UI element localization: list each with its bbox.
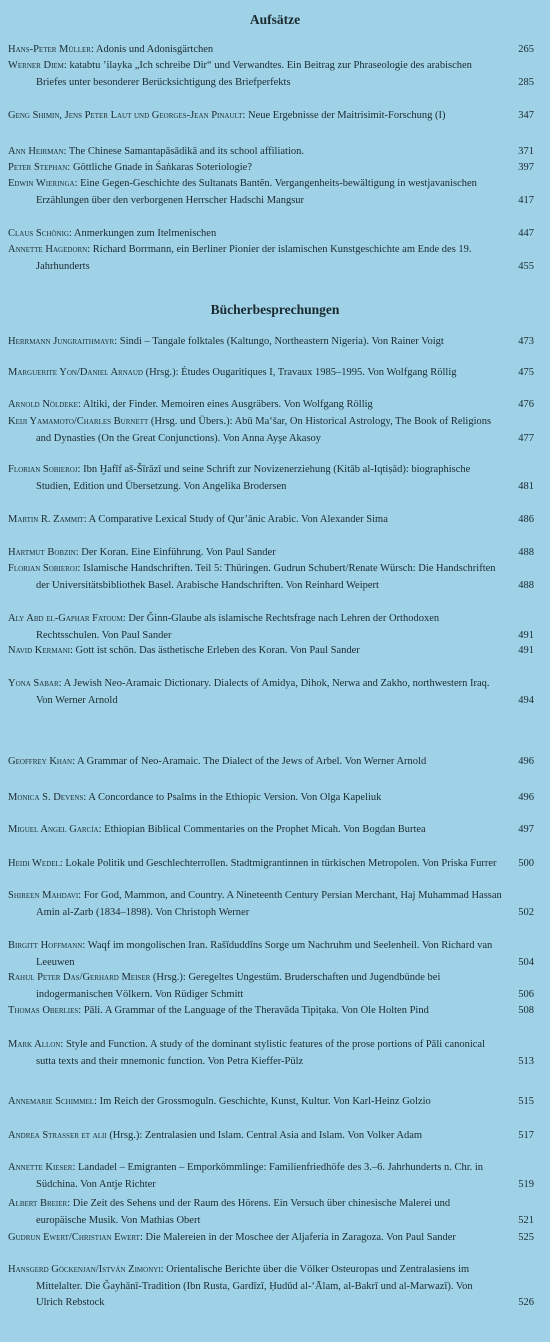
toc-entry-author: Hansgerd Göckenjan/István Zimonyi	[8, 1264, 161, 1275]
toc-entry-title: : Göttliche Gnade in Śaṅkaras Soteriologie?	[67, 162, 252, 173]
toc-entry-page-number: 486	[518, 514, 534, 525]
toc-entry-title: : Ibn Ḫafīf aš-Šīrāzī und seine Schrift zur Novizenerziehung (Kitāb al-Iqtiṣād): biographische Studien, Edition und Übersetzung. Von Angelika Brodersen	[36, 464, 471, 492]
toc-entry-page-number: 513	[518, 1055, 534, 1067]
toc-entry	[8, 242, 542, 275]
toc-entry-text	[8, 226, 542, 243]
toc-entry-text	[8, 58, 542, 91]
toc-entry-author: Rahul Peter Das/Gerhard Meiser	[8, 972, 151, 983]
toc-entry-title: : Islamische Handschriften. Teil 5: Thüringen. Gudrun Schubert/Renate Würsch: Die Handschriften der Universitätsbibliothek Basel. Arabische Handschriften. Von Reinhard Weipert	[36, 563, 496, 591]
toc-entry	[8, 1128, 542, 1145]
toc-entry-author: Geng Shimin, Jens Peter Laut und Georges-Jean Pinault	[8, 110, 243, 121]
toc-entry-page-number: 488	[518, 579, 534, 591]
toc-entry-title: : A Jewish Neo-Aramaic Dictionary. Dialects of Amidya, Dihok, Nerwa and Zakho, northwestern Iraq. Von Werner Arnold	[36, 678, 490, 706]
toc-entry-text	[8, 397, 542, 414]
toc-entry-page-number: 526	[518, 1297, 534, 1308]
toc-entry-page-number: 488	[518, 547, 534, 558]
toc-entry-page-number: 473	[518, 336, 534, 347]
toc-entry-text	[8, 334, 542, 351]
toc-entry-author: Marguerite Yon/Daniel Arnaud	[8, 367, 143, 378]
section-heading-buecherbesprechungen: Bücherbesprechungen	[210, 302, 340, 317]
toc-entry-title: : The Chinese Samantapāsādikā and its school affiliation.	[63, 146, 304, 157]
toc-entry-text	[8, 561, 542, 594]
toc-entry-text	[8, 365, 542, 382]
toc-entry-text	[8, 1196, 542, 1229]
toc-entry-page-number: 491	[518, 645, 534, 656]
toc-entry-text	[8, 676, 542, 709]
toc-entry	[8, 611, 542, 644]
toc-entry-title: : Sindi – Tangale folktales (Kaltungo, Northeastern Nigeria). Von Rainer Voigt	[114, 336, 444, 347]
toc-entry-title: : Style and Function. A study of the dominant stylistic features of the prose portions of Pāli canonical sutta texts and their mnemonic function. Von Petra Kieffer-Pülz	[36, 1039, 486, 1067]
toc-entry-author: Claus Schönig	[8, 228, 69, 239]
toc-entry-text	[8, 754, 542, 771]
toc-entry-text	[8, 1037, 542, 1070]
toc-entry-title: : Anmerkungen zum Itelmenischen	[68, 228, 217, 239]
toc-entry	[8, 108, 542, 125]
toc-entry	[8, 397, 542, 414]
toc-entry-author: Annette Kieser	[8, 1162, 73, 1173]
toc-entry-author: Miguel Angel García	[8, 824, 99, 835]
toc-entry-author: Hartmut Bobzin	[8, 547, 76, 558]
toc-entry	[8, 545, 542, 562]
toc-entry	[8, 512, 542, 529]
toc-entry-author: Geoffrey Khan	[8, 756, 73, 767]
toc-entry	[8, 176, 542, 209]
toc-entry-page-number: 265	[518, 44, 534, 55]
toc-entry-author: Peter Stephan	[8, 162, 68, 173]
toc-entry-title: : Pāli. A Grammar of the Language of the Theravāda Tipiṭaka. Von Ole Holten Pind	[78, 1005, 429, 1016]
toc-entry-text	[8, 970, 542, 1003]
toc-entry-author: Arnold Nöldeke	[8, 399, 78, 410]
toc-entry-author: Albert Breier	[8, 1198, 68, 1209]
toc-entry-page-number: 508	[518, 1005, 534, 1016]
toc-entry-page-number: 285	[518, 76, 534, 88]
toc-entry	[8, 643, 542, 660]
toc-entry-page-number: 506	[518, 988, 534, 1000]
toc-entry-author: Mark Allon	[8, 1039, 61, 1050]
toc-entry-page-number: 447	[518, 228, 534, 239]
toc-entry-page-number: 347	[518, 110, 534, 121]
toc-entry-title: : Gott ist schön. Das ästhetische Erleben des Koran. Von Paul Sander	[70, 645, 360, 656]
toc-entry-text	[8, 611, 542, 644]
toc-entry-author: Thomas Oberlies	[8, 1005, 79, 1016]
toc-entry-author: Hans-Peter Müller	[8, 44, 91, 55]
toc-entry-page-number: 371	[518, 146, 534, 157]
toc-entry	[8, 462, 542, 495]
toc-entry	[8, 1230, 542, 1247]
toc-entry-title: (Hrsg.): Zentralasien und Islam. Central Asia and Islam. Von Volker Adam	[106, 1130, 423, 1141]
toc-entry-author: Shireen Mahdavi	[8, 890, 79, 901]
toc-entry	[8, 1160, 542, 1193]
toc-entry-author: Monica S. Devens	[8, 792, 84, 803]
toc-entry-title: (Hrsg. und Übers.): Abū Ma‘šar, On Historical Astrology, The Book of Religions and Dynasties (On the Great Conjunctions). Von Anna Ayşe Akasoy	[36, 416, 492, 444]
toc-entry-page-number: 515	[518, 1096, 534, 1107]
toc-entry	[8, 888, 542, 921]
section-heading-aufsaetze: Aufsätze	[249, 12, 301, 27]
toc-entry-author: Florian Sobieroj	[8, 563, 78, 574]
toc-entry-page-number: 494	[518, 694, 534, 706]
toc-entry-text	[8, 160, 542, 177]
toc-entry-page-number: 397	[518, 162, 534, 173]
toc-entry-text	[8, 1094, 542, 1111]
toc-entry-page-number: 521	[518, 1214, 534, 1226]
toc-entry-text	[8, 108, 542, 125]
toc-entry	[8, 1094, 542, 1111]
toc-entry-page-number: 497	[518, 824, 534, 835]
toc-entry-author: Herrmann Jungraithmayr	[8, 336, 115, 347]
toc-entry-page-number: 502	[518, 906, 534, 918]
toc-entry-title: : Lokale Politik und Geschlechterrollen. Stadtmigrantinnen in türkischen Metropolen. Von Priska Furrer	[59, 858, 497, 869]
toc-entry-author: Yona Sabar	[8, 678, 59, 689]
toc-entry	[8, 790, 542, 807]
toc-entry-page-number: 517	[518, 1130, 534, 1141]
toc-entry-page-number: 519	[518, 1178, 534, 1190]
toc-entry-title: : A Grammar of Neo-Aramaic. The Dialect of the Jews of Arbel. Von Werner Arnold	[72, 756, 427, 767]
toc-entry	[8, 822, 542, 839]
toc-entry	[8, 938, 542, 971]
toc-entry-author: Edwin Wieringa	[8, 178, 75, 189]
toc-entry-page-number: 491	[518, 629, 534, 641]
toc-entry-page-number: 525	[518, 1232, 534, 1243]
toc-entry-text	[8, 822, 542, 839]
toc-entry-title: : Landadel – Emigranten – Emporkömmlinge: Familienfriedhöfe des 3.–6. Jahrhunderts n. Chr. in Südchina. Von Antje Richter	[36, 1162, 484, 1190]
toc-entry	[8, 144, 542, 161]
toc-entry-text	[8, 545, 542, 562]
toc-entry-title: : Im Reich der Grossmoguln. Geschichte, Kunst, Kultur. Von Karl-Heinz Golzio	[94, 1096, 431, 1107]
toc-entry	[8, 856, 542, 873]
toc-entry-title: : katabtu ’ilayka „Ich schreibe Dir“ und Verwandtes. Ein Beitrag zur Phraseologie des arabischen Briefes unter besonderer Berücksichtigung des Briefperfekts	[36, 60, 472, 88]
toc-entry-author: Keiji Yamamoto/Charles Burnett	[8, 416, 149, 427]
toc-entry-text	[8, 1128, 542, 1145]
toc-entry	[8, 970, 542, 1003]
toc-entry-author: Martin R. Zammit	[8, 514, 84, 525]
toc-entry	[8, 1037, 542, 1070]
toc-entry-title: : Der Koran. Eine Einführung. Von Paul Sander	[75, 547, 276, 558]
toc-entry-text	[8, 512, 542, 529]
toc-entry	[8, 1196, 542, 1229]
toc-entry-text	[8, 643, 542, 660]
toc-entry	[8, 160, 542, 177]
toc-entry-author: Werner Diem	[8, 60, 64, 71]
toc-entry-page-number: 504	[518, 956, 534, 968]
toc-entry-title: : Richard Borrmann, ein Berliner Pionier der islamischen Kunstgeschichte am Ende des 19. Jahrhunderts	[36, 244, 472, 272]
toc-entry	[8, 334, 542, 351]
toc-entry-title: : Ethiopian Biblical Commentaries on the Prophet Micah. Von Bogdan Burtea	[98, 824, 426, 835]
toc-entry-page-number: 477	[518, 432, 534, 444]
toc-entry	[8, 754, 542, 771]
toc-entry-author: Ann Heirman	[8, 146, 64, 157]
toc-entry-title: : Waqf im mongolischen Iran. Rašīduddīns Sorge um Nachruhm und Seelenheil. Von Richard van Leeuwen	[36, 940, 493, 968]
toc-entry-author: Birgitt Hoffmann	[8, 940, 83, 951]
toc-entry-page-number: 455	[518, 260, 534, 272]
toc-entry-title: : Adonis und Adonisgärtchen	[90, 44, 214, 55]
toc-entry-author: Navid Kermani	[8, 645, 70, 656]
toc-entry	[8, 1262, 542, 1312]
toc-entry-text	[8, 462, 542, 495]
toc-entry-author: Florian Sobieroj	[8, 464, 78, 475]
toc-entry	[8, 676, 542, 709]
toc-entry	[8, 561, 542, 594]
toc-entry-author: Gudrun Ewert/Christian Ewert	[8, 1232, 140, 1243]
toc-entry-text	[8, 176, 542, 209]
toc-entry-text	[8, 1230, 542, 1247]
toc-entry-title: : For God, Mammon, and Country. A Nineteenth Century Persian Merchant, Haj Muhammad Hassan Amin al-Zarb (1834–1898). Von Christoph Werner	[36, 890, 502, 918]
toc-entry-title: : A Concordance to Psalms in the Ethiopic Version. Von Olga Kapeliuk	[83, 792, 382, 803]
toc-entry-page-number: 481	[518, 480, 534, 492]
toc-entry	[8, 1003, 542, 1020]
toc-entry	[8, 42, 542, 59]
toc-entry-text	[8, 242, 542, 275]
toc-entry-text	[8, 888, 542, 921]
toc-entry	[8, 365, 542, 382]
toc-entry-author: Annemarie Schimmel	[8, 1096, 95, 1107]
toc-entry-title: (Hrsg.): Études Ougaritiques I, Travaux 1985–1995. Von Wolfgang Röllig	[142, 367, 457, 378]
toc-entry-text	[8, 414, 542, 447]
toc-entry-author: Aly Abd el-Gaphar Fatoum	[8, 613, 123, 624]
toc-entry-title: : Die Zeit des Sehens und der Raum des Hörens. Ein Versuch über chinesische Malerei und europäische Musik. Von Mathias Obert	[36, 1198, 451, 1226]
toc-entry-page-number: 500	[518, 858, 534, 869]
toc-entry	[8, 414, 542, 447]
toc-entry-text	[8, 938, 542, 971]
toc-entry-text	[8, 1262, 542, 1312]
toc-entry-text	[8, 144, 542, 161]
toc-entry-title: : Neue Ergebnisse der Maitrisimit-Forschung (I)	[242, 110, 446, 121]
toc-entry-page-number: 475	[518, 367, 534, 378]
toc-entry-author: Annette Hagedorn	[8, 244, 88, 255]
toc-entry-title: : Eine Gegen-Geschichte des Sultanats Bantĕn. Vergangenheits-bewältigung in westjavanischen Erzählungen über den verborgenen Herrscher Hadschi Mangsur	[36, 178, 477, 206]
toc-entry-title: : Orientalische Berichte über die Völker Osteuropas und Zentralasiens im Mittelalter. Die Ǧayhānī-Tradition (Ibn Rusta, Gardīzī, Ḥudūd al-‘Ālam, al-Bakrī und al-Marwazī). Von Ulrich Rebstock	[36, 1264, 473, 1308]
toc-entry-text	[8, 42, 542, 59]
toc-entry	[8, 58, 542, 91]
toc-entry-title: : Der Ǧinn-Glaube als islamische Rechtsfrage nach Lehren der Orthodoxen Rechtsschulen. Von Paul Sander	[36, 613, 440, 641]
toc-entry-text	[8, 1160, 542, 1193]
toc-entry-title: (Hrsg.): Geregeltes Ungestüm. Bruderschaften und Jugendbünde bei indogermanischen Völkern. Von Rüdiger Schmitt	[36, 972, 441, 1000]
toc-entry-text	[8, 1003, 542, 1020]
toc-entry-page-number: 496	[518, 792, 534, 803]
toc-entry-title: : Altiki, der Finder. Memoiren eines Ausgräbers. Von Wolfgang Röllig	[77, 399, 373, 410]
toc-entry	[8, 226, 542, 243]
toc-entry-title: : A Comparative Lexical Study of Qur’ānic Arabic. Von Alexander Sima	[83, 514, 388, 525]
toc-entry-page-number: 496	[518, 756, 534, 767]
toc-entry-text	[8, 856, 542, 873]
toc-entry-text	[8, 790, 542, 807]
toc-entry-page-number: 476	[518, 399, 534, 410]
toc-entry-author: Heidi Wedel	[8, 858, 60, 869]
toc-entry-author: Andrea Strasser et alii	[8, 1130, 107, 1141]
toc-entry-title: : Die Malereien in der Moschee der Aljafería in Zaragoza. Von Paul Sander	[139, 1232, 456, 1243]
toc-entry-page-number: 417	[518, 194, 534, 206]
